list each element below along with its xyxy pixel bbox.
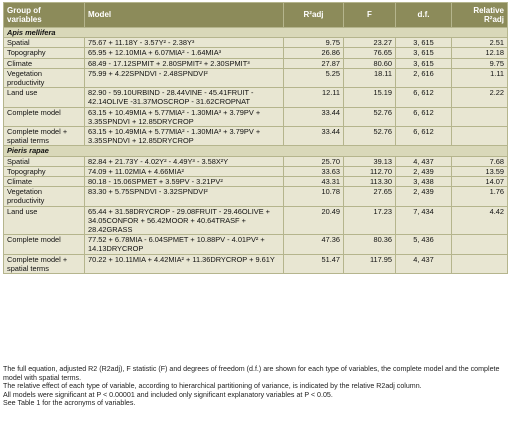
- variable-group-cell: Topography: [4, 166, 85, 176]
- model-equation-cell: 82.84 + 21.73Y - 4.02Y² - 4.49Y³ - 3.58X²Y: [85, 156, 284, 166]
- f-statistic-cell: 52.76: [344, 107, 396, 126]
- f-statistic-cell: 80.36: [344, 235, 396, 254]
- variable-group-cell: Land use: [4, 206, 85, 235]
- f-statistic-cell: 112.70: [344, 166, 396, 176]
- model-equation-cell: 65.95 + 12.10MIA + 6.07MIA² - 1.64MIA³: [85, 48, 284, 58]
- r2adj-cell: 9.75: [284, 38, 344, 48]
- r2adj-cell: 33.44: [284, 107, 344, 126]
- r2adj-cell: 26.86: [284, 48, 344, 58]
- header-relative-r2adj: Relative R²adj: [452, 3, 508, 28]
- relative-r2adj-cell: 14.07: [452, 177, 508, 187]
- note-line: See Table 1 for the acronyms of variables.: [3, 399, 136, 408]
- species-name: Apis mellifera: [4, 28, 508, 38]
- degrees-of-freedom-cell: 3, 615: [396, 58, 452, 68]
- relative-r2adj-cell: [452, 254, 508, 273]
- header-f: F: [344, 3, 396, 28]
- note-line: All models were significant at P < 0.00001 and included only significant explanatory variables at P < 0.05.: [3, 390, 333, 399]
- table-row: [4, 156, 508, 166]
- variable-group-cell: Spatial: [4, 156, 85, 166]
- degrees-of-freedom-cell: 3, 615: [396, 38, 452, 48]
- f-statistic-cell: 80.60: [344, 58, 396, 68]
- relative-r2adj-cell: [452, 127, 508, 146]
- relative-r2adj-cell: 2.51: [452, 38, 508, 48]
- model-equation-cell: 83.30 + 5.75SPNDVI - 3.32SPNDVI²: [85, 187, 284, 206]
- note-line: The relative effect of each type of variable, according to hierarchical partitioning of variance, is indicated by the relative R2adj column.: [3, 382, 422, 391]
- table-row: [4, 254, 508, 273]
- relative-r2adj-cell: 1.11: [452, 68, 508, 87]
- model-equation-cell: 68.49 - 17.12SPMIT + 2.80SPMIT² + 2.30SPMIT³: [85, 58, 284, 68]
- r2adj-cell: 20.49: [284, 206, 344, 235]
- table-body: [4, 28, 508, 274]
- relative-r2adj-cell: [452, 235, 508, 254]
- r2adj-cell: 33.63: [284, 166, 344, 176]
- degrees-of-freedom-cell: 2, 439: [396, 166, 452, 176]
- model-equation-cell: 70.22 + 10.11MIA + 4.42MIA² + 11.36DRYCROP + 9.61Y: [85, 254, 284, 273]
- degrees-of-freedom-cell: 3, 438: [396, 177, 452, 187]
- model-equation-cell: 74.09 + 11.02MIA + 4.66MIA²: [85, 166, 284, 176]
- degrees-of-freedom-cell: 6, 612: [396, 127, 452, 146]
- variable-group-cell: Vegetation productivity: [4, 187, 85, 206]
- table-row: [4, 88, 508, 107]
- r2adj-cell: 12.11: [284, 88, 344, 107]
- degrees-of-freedom-cell: 5, 436: [396, 235, 452, 254]
- relative-r2adj-cell: 4.42: [452, 206, 508, 235]
- table-row: [4, 48, 508, 58]
- header-group: Group of variables: [4, 3, 85, 28]
- variable-group-cell: Complete model + spatial terms: [4, 254, 85, 273]
- f-statistic-cell: 39.13: [344, 156, 396, 166]
- degrees-of-freedom-cell: 2, 616: [396, 68, 452, 87]
- r2adj-cell: 33.44: [284, 127, 344, 146]
- table-row: [4, 38, 508, 48]
- variable-group-cell: Spatial: [4, 38, 85, 48]
- header-model: Model: [85, 3, 284, 28]
- relative-r2adj-cell: 13.59: [452, 166, 508, 176]
- table-row: [4, 127, 508, 146]
- f-statistic-cell: 23.27: [344, 38, 396, 48]
- model-equation-cell: 65.44 + 31.58DRYCROP - 29.08FRUIT - 29.46OLIVE + 34.05CONFOR + 56.42MOOR + 40.64TRASF + 28.42GRASS: [85, 206, 284, 235]
- f-statistic-cell: 52.76: [344, 127, 396, 146]
- variable-group-cell: Climate: [4, 58, 85, 68]
- model-equation-cell: 63.15 + 10.49MIA + 5.77MIA² - 1.30MIA³ + 3.79PV + 3.35SPNDVI + 12.85DRYCROP: [85, 107, 284, 126]
- model-equation-cell: 80.18 - 15.06SPMET + 3.59PV - 3.21PV²: [85, 177, 284, 187]
- r2adj-cell: 25.70: [284, 156, 344, 166]
- results-table: [3, 2, 508, 274]
- f-statistic-cell: 27.65: [344, 187, 396, 206]
- r2adj-cell: 5.25: [284, 68, 344, 87]
- table-row: [4, 58, 508, 68]
- r2adj-cell: 27.87: [284, 58, 344, 68]
- variable-group-cell: Land use: [4, 88, 85, 107]
- r2adj-cell: 47.36: [284, 235, 344, 254]
- variable-group-cell: Complete model: [4, 107, 85, 126]
- degrees-of-freedom-cell: 2, 439: [396, 187, 452, 206]
- variable-group-cell: Complete model + spatial terms: [4, 127, 85, 146]
- r2adj-cell: 43.31: [284, 177, 344, 187]
- table-notes: [3, 365, 508, 408]
- f-statistic-cell: 76.65: [344, 48, 396, 58]
- degrees-of-freedom-cell: 6, 612: [396, 88, 452, 107]
- r2adj-cell: 10.78: [284, 187, 344, 206]
- model-equation-cell: 63.15 + 10.49MIA + 5.77MIA² - 1.30MIA³ + 3.79PV + 3.35SPNDVI + 12.85DRYCROP: [85, 127, 284, 146]
- table-row: [4, 166, 508, 176]
- f-statistic-cell: 117.95: [344, 254, 396, 273]
- variable-group-cell: Climate: [4, 177, 85, 187]
- f-statistic-cell: 15.19: [344, 88, 396, 107]
- relative-r2adj-cell: 1.76: [452, 187, 508, 206]
- degrees-of-freedom-cell: 3, 615: [396, 48, 452, 58]
- header-r2adj: R²adj: [284, 3, 344, 28]
- degrees-of-freedom-cell: 4, 437: [396, 254, 452, 273]
- model-equation-cell: 75.99 + 4.22SPNDVI - 2.48SPNDVI²: [85, 68, 284, 87]
- degrees-of-freedom-cell: 6, 612: [396, 107, 452, 126]
- variable-group-cell: Topography: [4, 48, 85, 58]
- species-name: Pieris rapae: [4, 146, 508, 156]
- variable-group-cell: Vegetation productivity: [4, 68, 85, 87]
- species-section-row: [4, 28, 508, 38]
- model-equation-cell: 82.90 - 59.10URBIND - 28.44VINE - 45.41FRUIT - 42.14OLIVE -31.37MOSCROP - 31.62CROPNAT: [85, 88, 284, 107]
- table-row: [4, 187, 508, 206]
- header-df: d.f.: [396, 3, 452, 28]
- model-equation-cell: 77.52 + 6.78MIA - 6.04SPMET + 10.88PV - 4.01PV² + 14.13DRYCROP: [85, 235, 284, 254]
- model-equation-cell: 75.67 + 11.18Y - 3.57Y² - 2.38Y³: [85, 38, 284, 48]
- relative-r2adj-cell: [452, 107, 508, 126]
- note-line: The full equation, adjusted R2 (R2adj), F statistic (F) and degrees of freedom (d.f.) are shown for each type of variables, the complete model and the complete model with spatial terms.: [3, 365, 500, 382]
- degrees-of-freedom-cell: 7, 434: [396, 206, 452, 235]
- table-row: [4, 206, 508, 235]
- f-statistic-cell: 113.30: [344, 177, 396, 187]
- table-row: [4, 177, 508, 187]
- relative-r2adj-cell: 2.22: [452, 88, 508, 107]
- r2adj-cell: 51.47: [284, 254, 344, 273]
- relative-r2adj-cell: 12.18: [452, 48, 508, 58]
- table-row: [4, 235, 508, 254]
- variable-group-cell: Complete model: [4, 235, 85, 254]
- species-section-row: [4, 146, 508, 156]
- header-row: [4, 3, 508, 28]
- f-statistic-cell: 18.11: [344, 68, 396, 87]
- table-row: [4, 107, 508, 126]
- table-row: [4, 68, 508, 87]
- f-statistic-cell: 17.23: [344, 206, 396, 235]
- relative-r2adj-cell: 7.68: [452, 156, 508, 166]
- degrees-of-freedom-cell: 4, 437: [396, 156, 452, 166]
- relative-r2adj-cell: 9.75: [452, 58, 508, 68]
